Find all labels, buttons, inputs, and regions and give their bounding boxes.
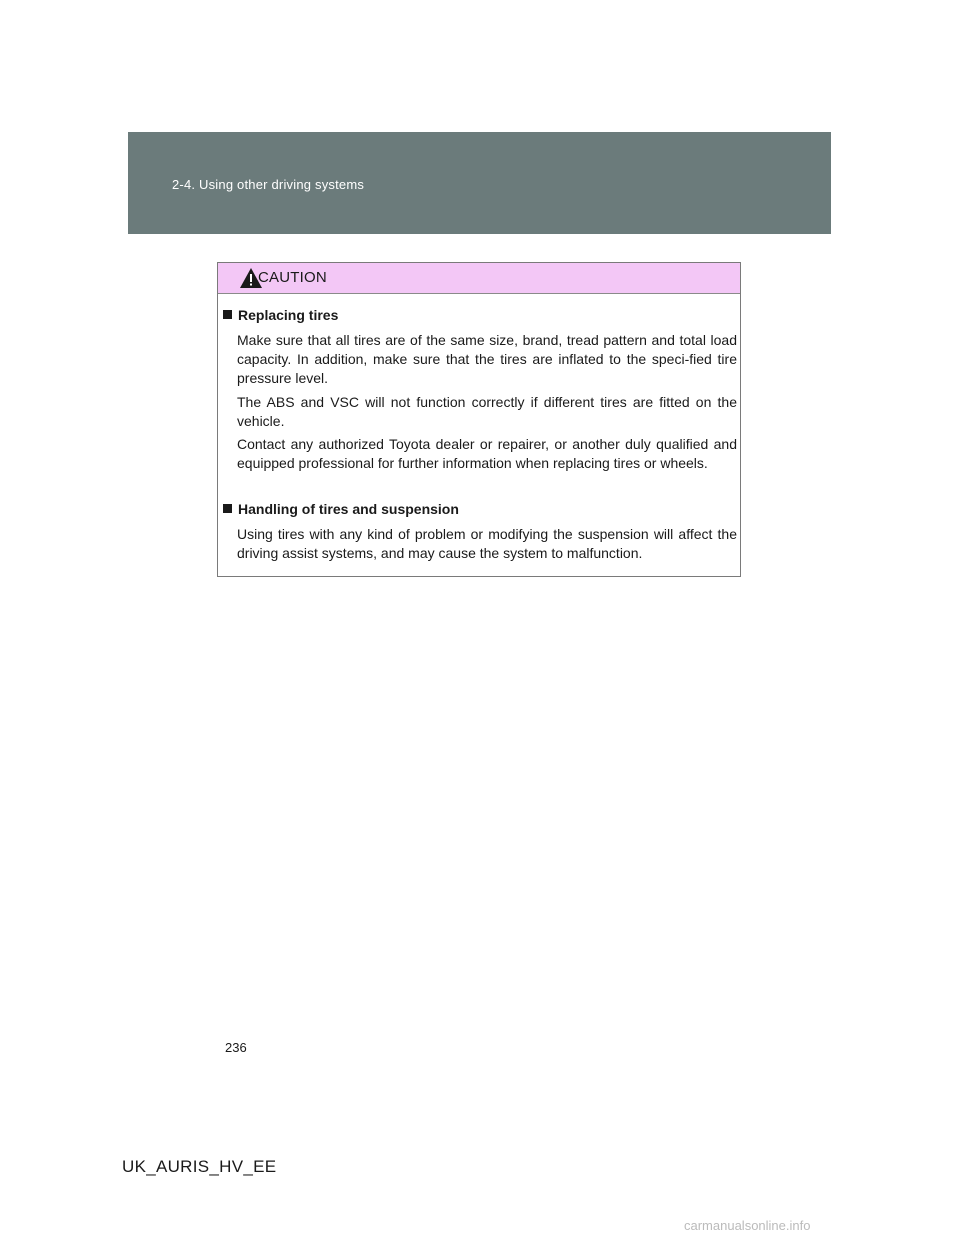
paragraph: Using tires with any kind of problem or modifying the suspension will affect the driving assist systems, and may cause the system to malfunction. — [237, 526, 737, 561]
caution-header — [218, 263, 740, 294]
section-header-band — [128, 132, 831, 234]
watermark: carmanualsonline.info — [684, 1218, 811, 1233]
section-heading-replacing-tires: Replacing tires — [223, 307, 338, 323]
document-code: UK_AURIS_HV_EE — [122, 1157, 277, 1176]
paragraph: Make sure that all tires are of the same size, brand, tread pattern and total load capacity. In addition, make sure that the tires are inflated to the speci-fied tire pressure level. — [237, 332, 737, 386]
section-title: 2-4. Using other driving systems — [172, 177, 365, 192]
page-number: 236 — [225, 1040, 247, 1055]
section-heading-handling-of-tires: Handling of tires and suspension — [223, 501, 459, 517]
square-bullet-icon — [223, 504, 232, 513]
caution-label: CAUTION — [258, 269, 327, 286]
caution-box — [217, 262, 741, 577]
paragraph: The ABS and VSC will not function correctly if different tires are fitted on the vehicle. — [237, 394, 737, 429]
paragraph: Contact any authorized Toyota dealer or repairer, or another duly qualified and equipped professional for further information when replacing tires or wheels. — [237, 436, 737, 471]
square-bullet-icon — [223, 310, 232, 319]
